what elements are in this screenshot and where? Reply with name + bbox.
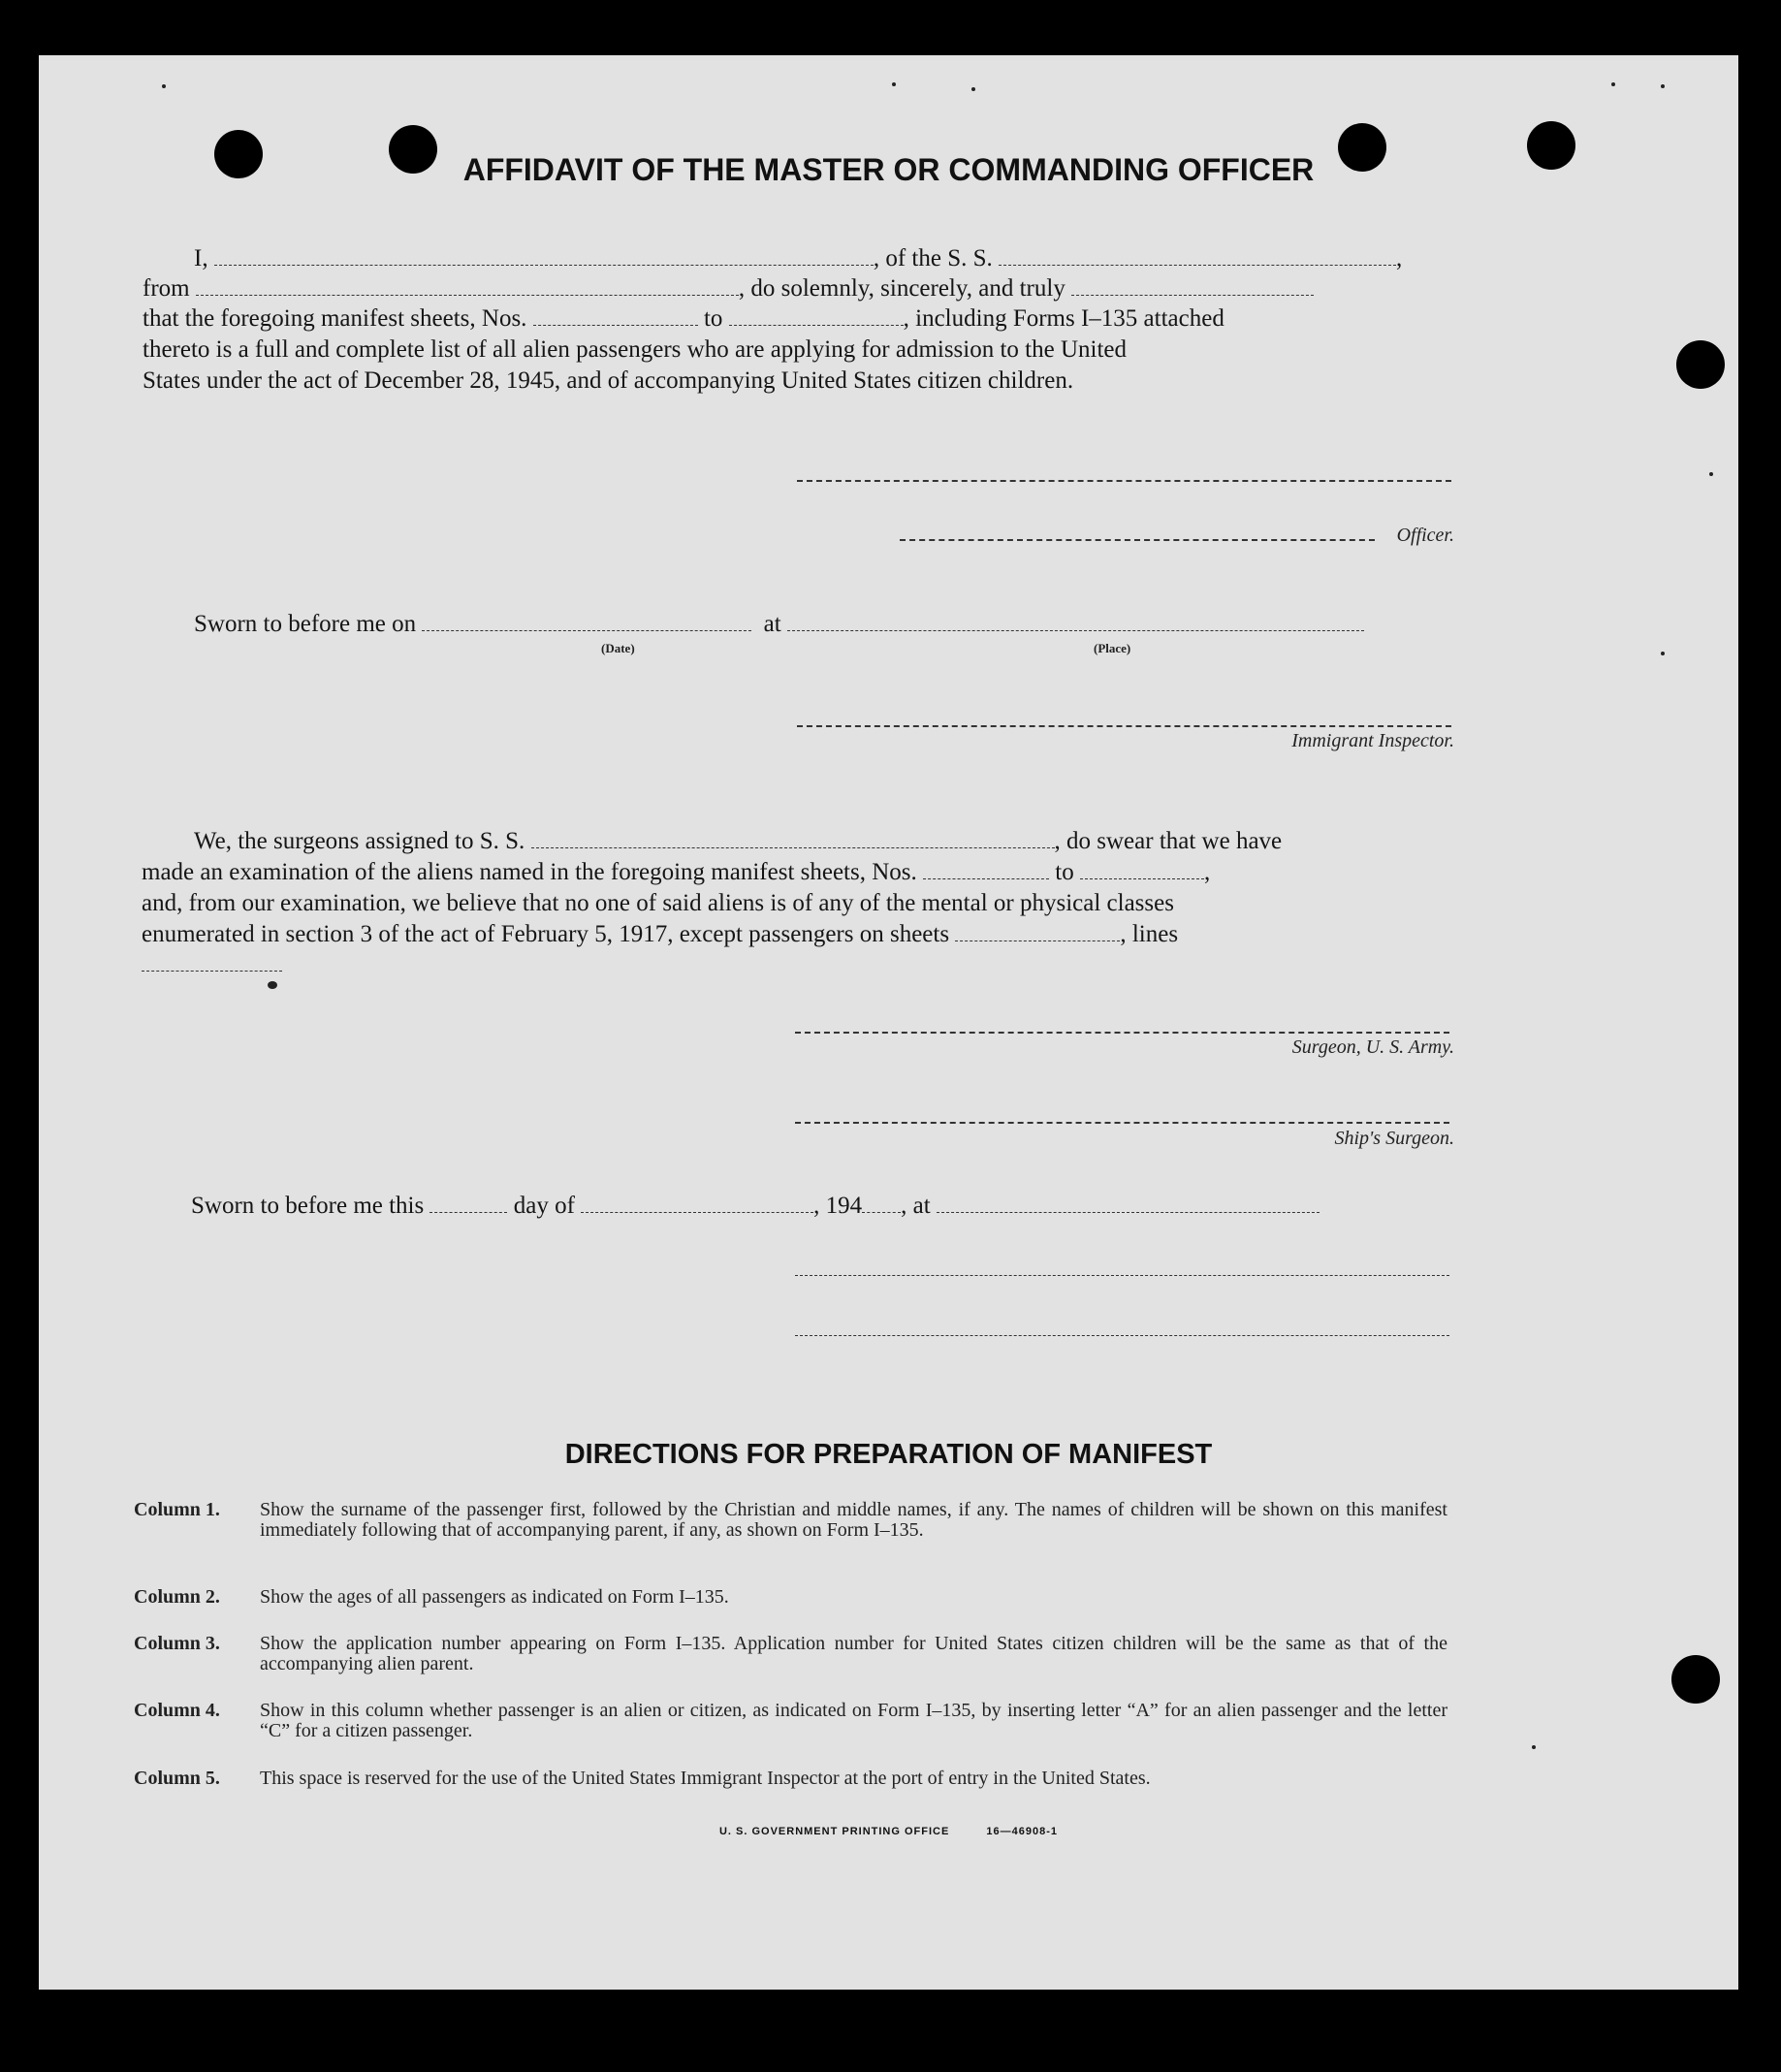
signature-line-b[interactable]	[795, 1335, 1449, 1336]
column-label: Column 3.	[134, 1633, 220, 1654]
form-page	[39, 55, 1738, 1990]
text: We, the surgeons assigned to S. S.	[194, 828, 525, 854]
day-field[interactable]	[429, 1195, 507, 1213]
punch-hole	[1671, 1655, 1720, 1704]
lines-field[interactable]	[142, 971, 282, 972]
text: , do solemnly, sincerely, and truly	[738, 275, 1065, 302]
month-field[interactable]	[581, 1195, 813, 1213]
text: ,	[1396, 245, 1403, 271]
text: Sworn to before me on	[194, 611, 417, 637]
from-field[interactable]	[196, 277, 739, 296]
text: , lines	[1120, 921, 1179, 947]
surgeons-line-3: and, from our examination, we believe that no one of said aliens is of any of the mental or physical classes	[142, 890, 1174, 916]
swear-field[interactable]	[1071, 277, 1314, 296]
dust-speck	[162, 84, 166, 88]
surgeons-line-2	[142, 858, 1210, 887]
date-field[interactable]	[422, 613, 751, 631]
master-line-5: States under the act of December 28, 1945, and of accompanying United States citizen children.	[143, 367, 1074, 394]
place-caption: (Place)	[1094, 641, 1131, 655]
text: , including Forms I–135 attached	[903, 305, 1224, 332]
column-text: This space is reserved for the use of the United States Immigrant Inspector at the port of entry in the United States.	[260, 1768, 1151, 1789]
text: Sworn to before me this	[191, 1193, 425, 1219]
text: to	[703, 305, 723, 332]
column-text: Show the application number appearing on Form I–135. Application number for United States citizen children will be the same as that of the accompanying alien parent.	[260, 1633, 1447, 1674]
text: ,	[1203, 859, 1211, 885]
column-label: Column 2.	[134, 1586, 220, 1608]
text: , do swear that we have	[1054, 828, 1283, 854]
exam-sheet-to-field[interactable]	[1080, 861, 1204, 879]
column-text: Show in this column whether passenger is an alien or citizen, as indicated on Form I–135, by inserting letter “A” for an alien passenger and the letter “C” for a citizen passenger.	[260, 1700, 1447, 1741]
page-title: AFFIDAVIT OF THE MASTER OR COMMANDING OFFICER	[462, 152, 1315, 187]
text: enumerated in section 3 of the act of February 5, 1917, except passengers on sheets	[142, 921, 950, 947]
exam-sheet-from-field[interactable]	[923, 861, 1049, 879]
dust-speck	[971, 87, 975, 91]
date-caption: (Date)	[601, 641, 635, 655]
text: from	[143, 275, 190, 302]
army-surgeon-signature-line[interactable]	[795, 1032, 1449, 1034]
text: made an examination of the aliens named in the foregoing manifest sheets, Nos.	[142, 859, 917, 885]
surgeons-line-4	[142, 920, 1178, 949]
inspector-signature-line[interactable]	[797, 725, 1451, 727]
column-label: Column 5.	[134, 1768, 220, 1789]
ship-surgeon-signature-line[interactable]	[795, 1122, 1449, 1124]
text: , at	[901, 1193, 931, 1219]
sworn-line-1	[194, 610, 1364, 639]
dust-speck	[892, 82, 896, 86]
column-label: Column 4.	[134, 1700, 220, 1721]
sworn-place-field[interactable]	[937, 1195, 1320, 1213]
signature-line-a[interactable]	[795, 1275, 1449, 1276]
text: at	[763, 611, 781, 637]
sworn-line-2	[191, 1192, 1320, 1221]
dust-speck	[268, 981, 277, 989]
column-text: Show the surname of the passenger first, followed by the Christian and middle names, if any. The names of children will be shown on this manifest immediately following that of accompanying parent, if any, as shown on Form I–135.	[260, 1499, 1447, 1541]
printing-office-footer	[39, 1826, 1738, 1837]
text: day of	[513, 1193, 575, 1219]
ship-surgeon-label: Ship's Surgeon.	[1334, 1128, 1454, 1149]
sheet-to-field[interactable]	[729, 307, 904, 326]
text: to	[1055, 859, 1074, 885]
directions-title: DIRECTIONS FOR PREPARATION OF MANIFEST	[564, 1439, 1213, 1470]
dust-speck	[1532, 1745, 1536, 1749]
sheet-from-field[interactable]	[533, 307, 698, 326]
text: , of the S. S.	[873, 245, 993, 271]
ship-field[interactable]	[999, 247, 1396, 266]
surgeon-ship-field[interactable]	[531, 830, 1055, 848]
punch-hole	[1676, 340, 1725, 389]
dust-speck	[1611, 82, 1615, 86]
printing-office: U. S. GOVERNMENT PRINTING OFFICE	[718, 1826, 950, 1837]
text: I,	[194, 245, 208, 271]
officer-label: Officer.	[1396, 525, 1454, 546]
form-code: 16—46908-1	[986, 1826, 1059, 1837]
dust-speck	[1709, 472, 1713, 476]
dust-speck	[1661, 652, 1665, 655]
dust-speck	[1661, 84, 1665, 88]
year-field[interactable]	[862, 1195, 901, 1213]
inspector-label: Immigrant Inspector.	[1291, 730, 1454, 751]
master-line-1	[194, 244, 1402, 273]
text: that the foregoing manifest sheets, Nos.	[143, 305, 527, 332]
except-sheets-field[interactable]	[955, 923, 1120, 941]
army-surgeon-label: Surgeon, U. S. Army.	[1291, 1036, 1454, 1058]
surgeons-line-1	[194, 827, 1282, 856]
column-label: Column 1.	[134, 1499, 220, 1520]
master-signature-line[interactable]	[797, 480, 1451, 482]
name-field[interactable]	[214, 247, 874, 266]
place-field[interactable]	[787, 613, 1364, 631]
master-line-4: thereto is a full and complete list of all alien passengers who are applying for admission to the United	[143, 336, 1128, 363]
text: , 194	[813, 1193, 863, 1219]
column-text: Show the ages of all passengers as indicated on Form I–135.	[260, 1586, 729, 1608]
officer-signature-line[interactable]	[900, 539, 1375, 541]
master-line-3	[143, 304, 1224, 334]
master-line-2	[143, 274, 1314, 303]
